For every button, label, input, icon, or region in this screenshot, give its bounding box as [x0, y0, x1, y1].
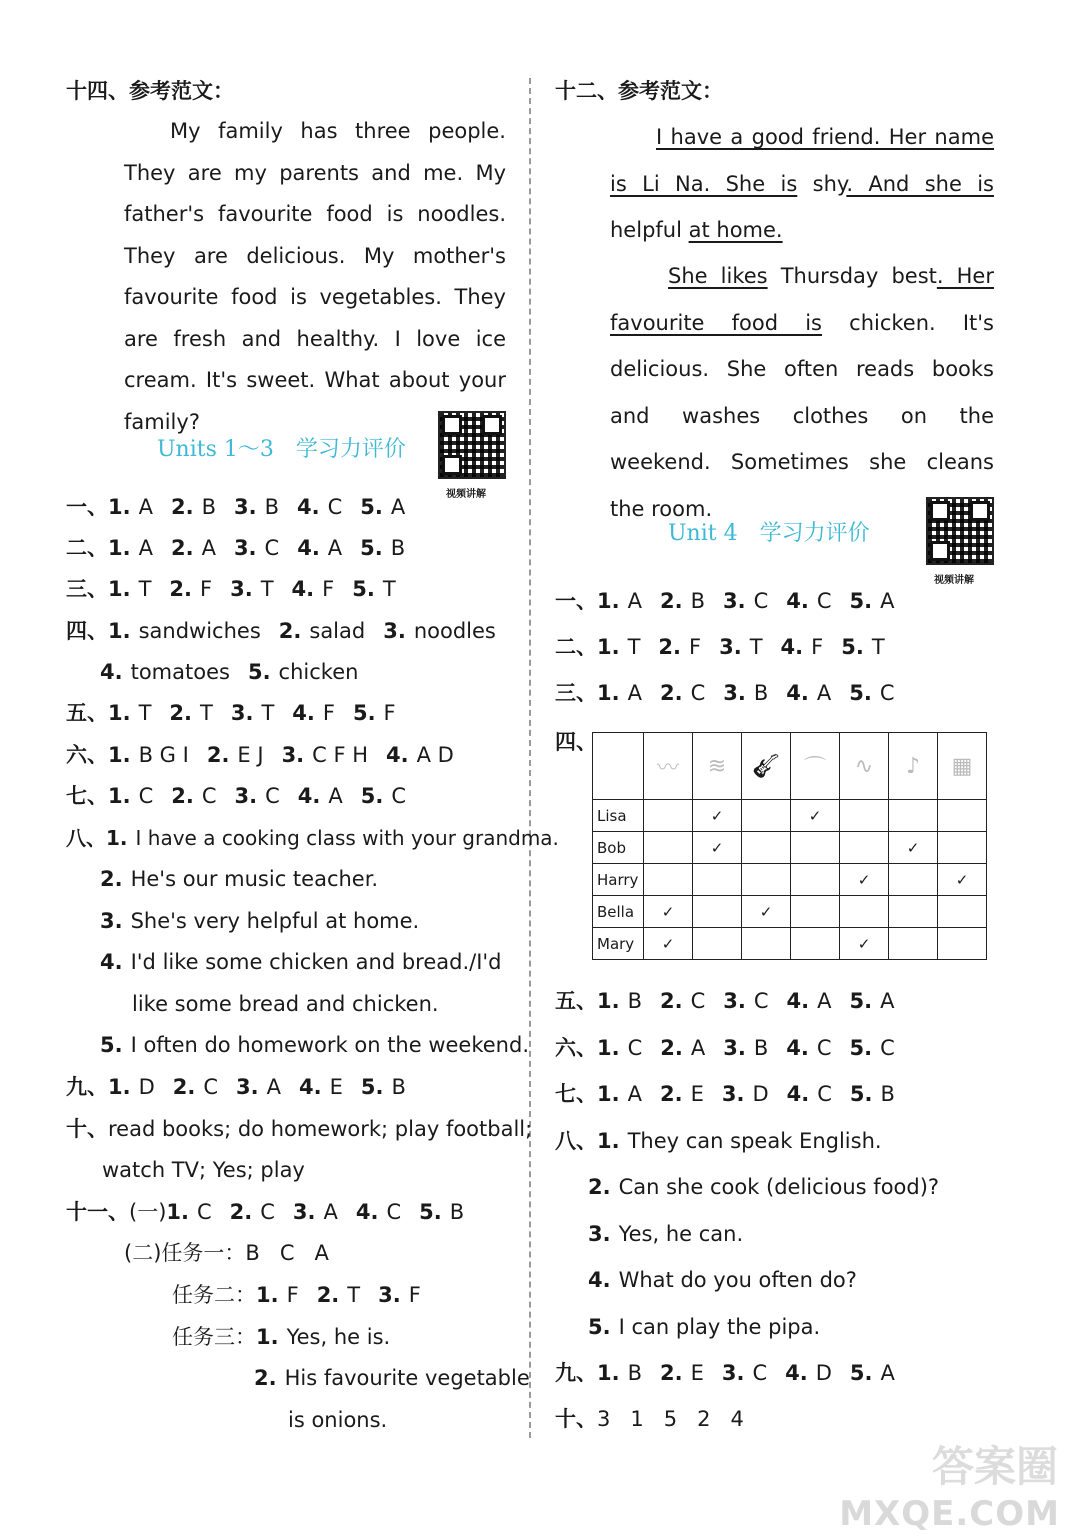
item-answer: F — [383, 701, 396, 725]
section-12-paragraph-2: She likes Thursday best. Her favourite food is chicken. It's delicious. She often reads books and washes clothes on the weekend. Sometimes she cleans the room. — [610, 264, 994, 521]
item-answer: T — [138, 577, 152, 601]
activity-picture-icon: ▦ — [938, 733, 987, 800]
empty-cell — [644, 800, 693, 832]
item-answer: A — [328, 784, 343, 808]
item-answer: E — [690, 1082, 704, 1106]
item-number: 5. — [360, 536, 383, 560]
item-number: 1. — [597, 1082, 620, 1106]
units-1-3-title — [157, 432, 406, 463]
item-answer: C — [386, 1200, 402, 1224]
item-answer: C — [138, 784, 154, 808]
answer-q11-task2: 任务二：1. F 2. T 3. F — [172, 1283, 421, 1307]
item-answer: F — [286, 1283, 299, 1307]
answer-q8-4: 4. What do you often do? — [588, 1268, 857, 1292]
item-number: 4. — [786, 1082, 810, 1106]
item-number: 4. — [786, 681, 809, 705]
item-answer: T — [261, 701, 275, 725]
item-number: 2. — [170, 536, 194, 560]
answer-q10-cont: watch TV; Yes; play — [102, 1158, 305, 1182]
item-number: 4. — [355, 1200, 379, 1224]
item-number: 4. — [786, 589, 809, 613]
table-row — [593, 800, 987, 832]
item-number: 2. — [229, 1200, 253, 1224]
item-answer: B — [627, 1361, 643, 1385]
answer-q8-3: 3. Yes, he can. — [588, 1222, 744, 1246]
item-number: 2. — [660, 1036, 683, 1060]
item-answer: C — [753, 989, 769, 1013]
empty-cell — [938, 800, 987, 832]
item-answer: T — [347, 1283, 361, 1307]
empty-cell — [791, 832, 840, 864]
activity-table — [592, 732, 987, 960]
empty-cell — [742, 928, 791, 960]
item-number: 5. — [360, 495, 383, 519]
item-number: 4. — [291, 577, 315, 601]
item-answer: A — [266, 1075, 281, 1099]
item-number: 5. — [360, 1075, 384, 1099]
item-number: 5. — [849, 1082, 873, 1106]
answer-q8-2: 2. He's our music teacher. — [100, 867, 379, 891]
item-answer: T — [260, 577, 274, 601]
item-answer: F — [811, 635, 824, 659]
item-answer: T — [627, 635, 641, 659]
item-number: 2. — [170, 495, 194, 519]
item-answer: A — [327, 536, 343, 560]
item-number: 3. — [723, 1036, 746, 1060]
item-answer: C — [879, 681, 895, 705]
activity-picture-icon: ∿ — [840, 733, 889, 800]
item-answer: D — [752, 1082, 769, 1106]
item-number: 2. — [660, 989, 683, 1013]
answer-row — [66, 576, 414, 602]
q4-label: 四、 — [555, 730, 597, 754]
item-number: 1. — [597, 635, 620, 659]
activity-picture-icon: ♪ — [889, 733, 938, 800]
empty-cell — [742, 864, 791, 896]
item-answer: B — [753, 1036, 769, 1060]
item-number: 3. — [722, 589, 746, 613]
empty-cell — [889, 928, 938, 960]
answer-row — [555, 1081, 913, 1107]
item-answer: B — [690, 589, 705, 613]
item-answer: B — [880, 1082, 895, 1106]
item-number: 4. — [297, 536, 320, 560]
answer-q8-4-cont: like some bread and chicken. — [132, 992, 439, 1016]
item-number: 4. — [786, 989, 810, 1013]
question-label: 七、 — [555, 1082, 597, 1106]
item-answer: C — [752, 1361, 768, 1385]
item-answer: A — [880, 989, 895, 1013]
item-number: 1. — [597, 681, 620, 705]
answer-q11-part2: (二)任务一：B C A — [124, 1241, 329, 1265]
item-number: 3. — [233, 495, 257, 519]
check-mark-icon: ✓ — [742, 896, 791, 928]
item-number: 2. — [169, 577, 193, 601]
student-name: Harry — [593, 864, 644, 896]
item-number: 2. — [659, 1082, 683, 1106]
item-answer: C — [264, 536, 280, 560]
student-name: Mary — [593, 928, 644, 960]
item-answer: C — [260, 1200, 275, 1224]
item-answer: F — [408, 1283, 421, 1307]
empty-cell — [791, 864, 840, 896]
check-mark-icon: ✓ — [889, 832, 938, 864]
item-answer: E — [690, 1361, 704, 1385]
item-answer: C — [816, 1036, 832, 1060]
check-mark-icon: ✓ — [840, 864, 889, 896]
question-label: 二、 — [555, 635, 597, 659]
item-number: 1. — [597, 589, 620, 613]
table-row — [593, 928, 987, 960]
item-number: 5. — [849, 1361, 873, 1385]
table-row — [593, 832, 987, 864]
qr-label: 视频讲解 — [446, 489, 486, 500]
section-12-paragraph-1: I have a good friend. Her name is Li Na. She is shy. And she is helpful at home. — [610, 125, 994, 242]
question-label: 九、 — [555, 1361, 597, 1385]
item-number: 3. — [378, 1283, 401, 1307]
item-answer: C — [196, 1200, 212, 1224]
units-title-en: Units 1～3 — [157, 437, 274, 462]
item-answer: A — [390, 495, 406, 519]
item-answer: C — [327, 495, 343, 519]
item-number: 4. — [780, 635, 804, 659]
item-answer: T — [382, 577, 396, 601]
empty-cell — [889, 864, 938, 896]
item-answer: C — [201, 784, 217, 808]
answer-q8-4: 4. I'd like some chicken and bread./I'd — [100, 950, 502, 974]
item-answer: F — [322, 577, 335, 601]
item-number: 1. — [108, 495, 131, 519]
check-mark-icon: ✓ — [791, 800, 840, 832]
item-answer: D — [815, 1361, 832, 1385]
answer-row-q6: 六、1. B G I 2. E J 3. C F H 4. A D — [66, 743, 454, 767]
check-mark-icon: ✓ — [840, 928, 889, 960]
item-answer: A — [880, 589, 895, 613]
unit-4-title — [668, 516, 870, 547]
qr-code-icon[interactable] — [926, 497, 994, 565]
empty-cell — [938, 896, 987, 928]
answer-q8-5: 5. I often do homework on the weekend. — [100, 1033, 529, 1057]
check-mark-icon: ✓ — [693, 800, 742, 832]
item-answer: A — [690, 1036, 706, 1060]
question-label: 六、 — [555, 1036, 597, 1060]
empty-cell — [742, 832, 791, 864]
student-name: Lisa — [593, 800, 644, 832]
item-answer: A — [323, 1200, 338, 1224]
empty-cell — [644, 832, 693, 864]
item-number: 1. — [597, 989, 620, 1013]
item-number: 3. — [721, 1082, 745, 1106]
item-number: 5. — [849, 1036, 873, 1060]
answer-q8-2: 2. Can she cook (delicious food)? — [588, 1175, 940, 1199]
item-number: 1. — [166, 1200, 189, 1224]
item-number: 3. — [234, 784, 258, 808]
item-number: 1. — [597, 1036, 620, 1060]
item-answer: F — [322, 701, 335, 725]
item-number: 5. — [849, 681, 872, 705]
item-answer: A — [138, 536, 153, 560]
answer-row — [66, 1074, 424, 1100]
item-number: 3. — [292, 1200, 316, 1224]
question-label: 九、 — [66, 1075, 108, 1099]
answer-row-q4: 四、1. sandwiches 2. salad 3. noodles — [66, 619, 496, 643]
answer-row-q4-cont: 4. tomatoes 5. chicken — [100, 660, 359, 684]
item-number: 3. — [723, 681, 746, 705]
item-number: 5. — [352, 701, 376, 725]
empty-cell — [742, 800, 791, 832]
column-divider — [529, 78, 531, 1438]
item-number: 2. — [316, 1283, 340, 1307]
answer-row — [555, 1035, 913, 1061]
table-corner-cell — [593, 733, 644, 800]
item-number: 3. — [233, 536, 257, 560]
section-12-label: 十二、参考范文： — [555, 79, 723, 103]
item-number: 5. — [352, 577, 375, 601]
item-number: 5. — [841, 635, 864, 659]
item-number: 1. — [597, 1361, 620, 1385]
empty-cell — [791, 896, 840, 928]
empty-cell — [840, 832, 889, 864]
question-label: 三、 — [555, 681, 597, 705]
item-answer: F — [689, 635, 702, 659]
item-answer: B — [201, 495, 216, 519]
empty-cell — [644, 864, 693, 896]
item-answer: A — [816, 681, 832, 705]
item-answer: F — [200, 577, 213, 601]
item-answer: C — [690, 989, 706, 1013]
item-answer: B — [449, 1200, 465, 1224]
answer-row-q8: 八、1. I have a cooking class with your grandma. — [66, 826, 559, 850]
item-answer: A — [627, 589, 642, 613]
answer-row — [66, 700, 414, 726]
table-row — [593, 896, 987, 928]
empty-cell — [889, 800, 938, 832]
empty-cell — [693, 864, 742, 896]
q11-part1 — [166, 1200, 482, 1224]
item-answer: C — [265, 784, 280, 808]
item-answer: A — [880, 1361, 895, 1385]
item-answer: E — [329, 1075, 343, 1099]
item-number: 1. — [108, 577, 131, 601]
item-answer: A — [627, 1082, 642, 1106]
empty-cell — [840, 800, 889, 832]
answer-q8-3: 3. She's very helpful at home. — [100, 909, 420, 933]
answer-row-q10: 十、3 1 5 2 4 — [555, 1407, 744, 1431]
item-number: 3. — [719, 635, 742, 659]
item-number: 1. — [108, 784, 131, 808]
item-answer: B — [391, 1075, 406, 1099]
check-mark-icon: ✓ — [644, 928, 693, 960]
empty-cell — [693, 896, 742, 928]
student-name: Bella — [593, 896, 644, 928]
empty-cell — [791, 928, 840, 960]
answer-q11-task3-2: 2. His favourite vegetable — [254, 1366, 530, 1390]
qr-label: 视频讲解 — [934, 575, 974, 586]
item-number: 2. — [660, 1361, 683, 1385]
item-number: 5. — [849, 989, 873, 1013]
item-number: 4. — [785, 1361, 808, 1385]
watermark-text: MXQE.COM — [839, 1494, 1060, 1534]
item-answer: C — [627, 1036, 643, 1060]
answer-q11-task3-2-cont: is onions. — [288, 1408, 388, 1432]
answer-row — [66, 535, 423, 561]
item-answer: C — [816, 589, 832, 613]
empty-cell — [938, 928, 987, 960]
item-number: 1. — [108, 701, 131, 725]
answer-row — [555, 634, 903, 660]
item-number: 3. — [236, 1075, 259, 1099]
item-answer: T — [749, 635, 763, 659]
check-mark-icon: ✓ — [938, 864, 987, 896]
item-number: 1. — [108, 536, 131, 560]
item-answer: C — [880, 1036, 895, 1060]
item-number: 2. — [169, 701, 193, 725]
item-answer: A — [817, 989, 832, 1013]
pipa-icon: 🎸︎ — [742, 733, 791, 800]
item-answer: D — [138, 1075, 155, 1099]
section-14-essay: My family has three people. They are my parents and me. My father's favourite food is noodles. They are delicious. My mother's favourite food is vegetables. They are fresh and healthy. I love ice cream. It's sweet. What about your family? — [124, 119, 506, 434]
answer-row — [555, 988, 912, 1014]
answer-row — [66, 494, 423, 520]
answer-q11-task3: 任务三：1. Yes, he is. — [172, 1325, 391, 1349]
activity-picture-icon: 〰 — [644, 733, 693, 800]
item-answer: B — [627, 989, 643, 1013]
item-number: 2. — [659, 589, 683, 613]
item-answer: C — [817, 1082, 832, 1106]
item-number: 3. — [230, 701, 254, 725]
item-answer: C — [690, 681, 706, 705]
check-mark-icon: ✓ — [693, 832, 742, 864]
question-label: 三、 — [66, 577, 108, 601]
item-answer: A — [627, 681, 642, 705]
item-number: 5. — [849, 589, 873, 613]
question-label: 一、 — [66, 495, 108, 519]
item-number: 4. — [786, 1036, 809, 1060]
unit4-title-zh: 学习力评价 — [759, 521, 870, 546]
item-number: 2. — [171, 784, 194, 808]
empty-cell — [693, 928, 742, 960]
activity-picture-icon: ≋ — [693, 733, 742, 800]
units-title-zh: 学习力评价 — [295, 437, 406, 462]
item-answer: B — [264, 495, 279, 519]
item-number: 1. — [108, 1075, 131, 1099]
empty-cell — [840, 896, 889, 928]
item-number: 2. — [172, 1075, 196, 1099]
item-answer: C — [203, 1075, 219, 1099]
answer-row-q8: 八、1. They can speak English. — [555, 1129, 882, 1153]
question-label: 一、 — [555, 589, 597, 613]
item-answer: C — [753, 589, 769, 613]
unit4-title-en: Unit 4 — [668, 521, 738, 546]
item-number: 3. — [230, 577, 253, 601]
answer-row-q10: 十、read books; do homework; play football; — [66, 1117, 533, 1141]
question-label: 二、 — [66, 536, 108, 560]
item-number: 2. — [658, 635, 682, 659]
item-answer: T — [200, 701, 213, 725]
item-answer: B — [753, 681, 769, 705]
answer-row-q11: 十一、(一)1. C 2. C 3. A 4. C 5. B — [66, 1199, 482, 1225]
empty-cell — [889, 896, 938, 928]
item-number: 2. — [659, 681, 683, 705]
item-answer: A — [201, 536, 216, 560]
empty-cell — [938, 832, 987, 864]
answer-row — [555, 1360, 913, 1386]
item-answer: C — [391, 784, 407, 808]
item-answer: T — [138, 701, 152, 725]
answer-q8-5: 5. I can play the pipa. — [588, 1315, 821, 1339]
question-label: 五、 — [555, 989, 597, 1013]
item-number: 4. — [297, 784, 321, 808]
item-number: 5. — [419, 1200, 442, 1224]
item-answer: B — [390, 536, 406, 560]
activity-picture-icon: ⌒ — [791, 733, 840, 800]
section-14-label: 十四、参考范文： — [66, 79, 234, 103]
item-number: 4. — [292, 701, 315, 725]
answer-row — [66, 783, 424, 809]
item-number: 3. — [723, 989, 746, 1013]
watermark-logo: 答案圈 — [931, 1442, 1058, 1491]
check-mark-icon: ✓ — [644, 896, 693, 928]
question-label: 五、 — [66, 701, 108, 725]
answer-row — [555, 680, 912, 706]
answer-row — [555, 588, 912, 614]
item-number: 4. — [299, 1075, 322, 1099]
qr-code-icon[interactable] — [438, 411, 506, 479]
student-name: Bob — [593, 832, 644, 864]
item-answer: T — [871, 635, 885, 659]
item-number: 5. — [360, 784, 384, 808]
item-answer: A — [138, 495, 153, 519]
item-number: 3. — [721, 1361, 745, 1385]
table-row — [593, 864, 987, 896]
item-number: 4. — [297, 495, 320, 519]
question-label: 七、 — [66, 784, 108, 808]
item-number: 1. — [256, 1283, 279, 1307]
